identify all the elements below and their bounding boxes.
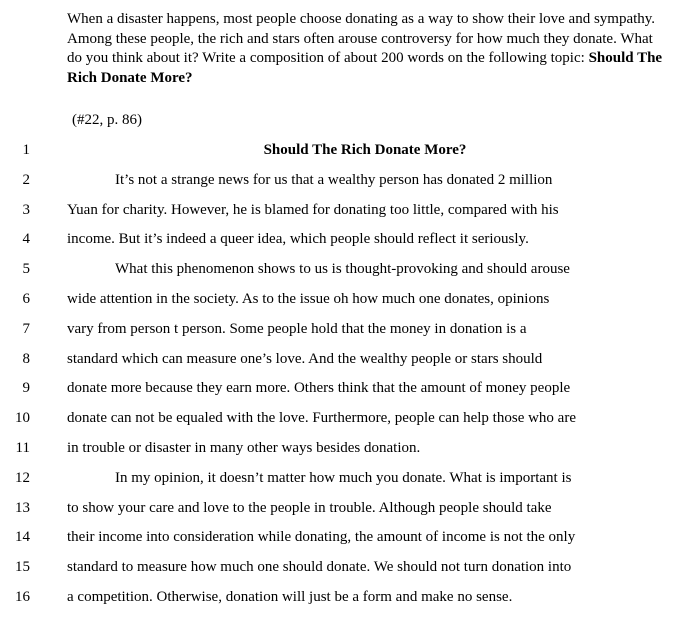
- line-number: 10: [15, 410, 30, 427]
- line-number: 4: [22, 231, 30, 248]
- essay-line: [0, 139, 675, 169]
- essay-line: [0, 437, 675, 467]
- line-number: 1: [22, 142, 30, 158]
- line-number: 14: [15, 529, 30, 546]
- essay-line: [0, 348, 675, 378]
- essay-line: [0, 199, 675, 229]
- line-text: income. But it’s indeed a queer idea, which people should reflect it seriously.: [67, 231, 529, 248]
- line-number: 9: [22, 380, 30, 397]
- prompt-text: When a disaster happens, most people choose donating as a way to show their love and sympathy. Among these people, the rich and stars often arouse controversy for how much they donate. What do you think about it? Write a composition of about 200 words on the following topic:: [67, 11, 656, 66]
- essay-line: [0, 169, 675, 199]
- essay-line: [0, 407, 675, 437]
- line-text: donate can not be equaled with the love. Furthermore, people can help those who are: [67, 410, 576, 427]
- essay-prompt: [67, 10, 667, 88]
- line-text: a competition. Otherwise, donation will just be a form and make no sense.: [67, 588, 513, 605]
- line-number: 8: [22, 350, 30, 367]
- line-number: 5: [22, 261, 30, 278]
- line-number: 6: [22, 290, 30, 307]
- essay-line: [0, 318, 675, 348]
- essay-line: [0, 526, 675, 556]
- line-text: standard which can measure one’s love. And the wealthy people or stars should: [67, 350, 543, 367]
- line-number: 11: [15, 439, 30, 456]
- line-number: 16: [15, 588, 30, 605]
- essay-body: [0, 139, 675, 616]
- essay-line: [0, 586, 675, 616]
- essay-line: [0, 288, 675, 318]
- line-number: 12: [15, 469, 30, 486]
- line-text: their income into consideration while donating, the amount of income is not the only: [67, 529, 576, 546]
- essay-line: [0, 556, 675, 586]
- line-text: vary from person t person. Some people hold that the money in donation is a: [67, 320, 527, 337]
- line-text: to show your care and love to the people in trouble. Although people should take: [67, 499, 552, 516]
- line-number: 7: [22, 320, 30, 337]
- essay-title: Should The Rich Donate More?: [263, 142, 467, 158]
- line-text: in trouble or disaster in many other ways besides donation.: [67, 439, 421, 456]
- essay-line: [0, 228, 675, 258]
- line-text: It’s not a strange news for us that a wealthy person has donated 2 million: [115, 171, 553, 188]
- line-number: 13: [15, 499, 30, 516]
- prompt-topic: Should The Rich Donate More?: [67, 50, 663, 86]
- line-number: 2: [22, 171, 30, 188]
- essay-line: [0, 258, 675, 288]
- line-text: standard to measure how much one should donate. We should not turn donation into: [67, 559, 572, 576]
- essay-line: [0, 497, 675, 527]
- line-number: 3: [22, 201, 30, 218]
- essay-line: [0, 467, 675, 497]
- source-reference: (#22, p. 86): [72, 112, 142, 128]
- line-text: Yuan for charity. However, he is blamed for donating too little, compared with his: [67, 201, 559, 218]
- line-text: What this phenomenon shows to us is thought-provoking and should arouse: [115, 261, 570, 278]
- line-text: donate more because they earn more. Others think that the amount of money people: [67, 380, 571, 397]
- line-text: In my opinion, it doesn’t matter how much you donate. What is important is: [115, 469, 572, 486]
- line-text: wide attention in the society. As to the issue oh how much one donates, opinions: [67, 290, 550, 307]
- essay-line: [0, 377, 675, 407]
- line-number: 15: [15, 559, 30, 576]
